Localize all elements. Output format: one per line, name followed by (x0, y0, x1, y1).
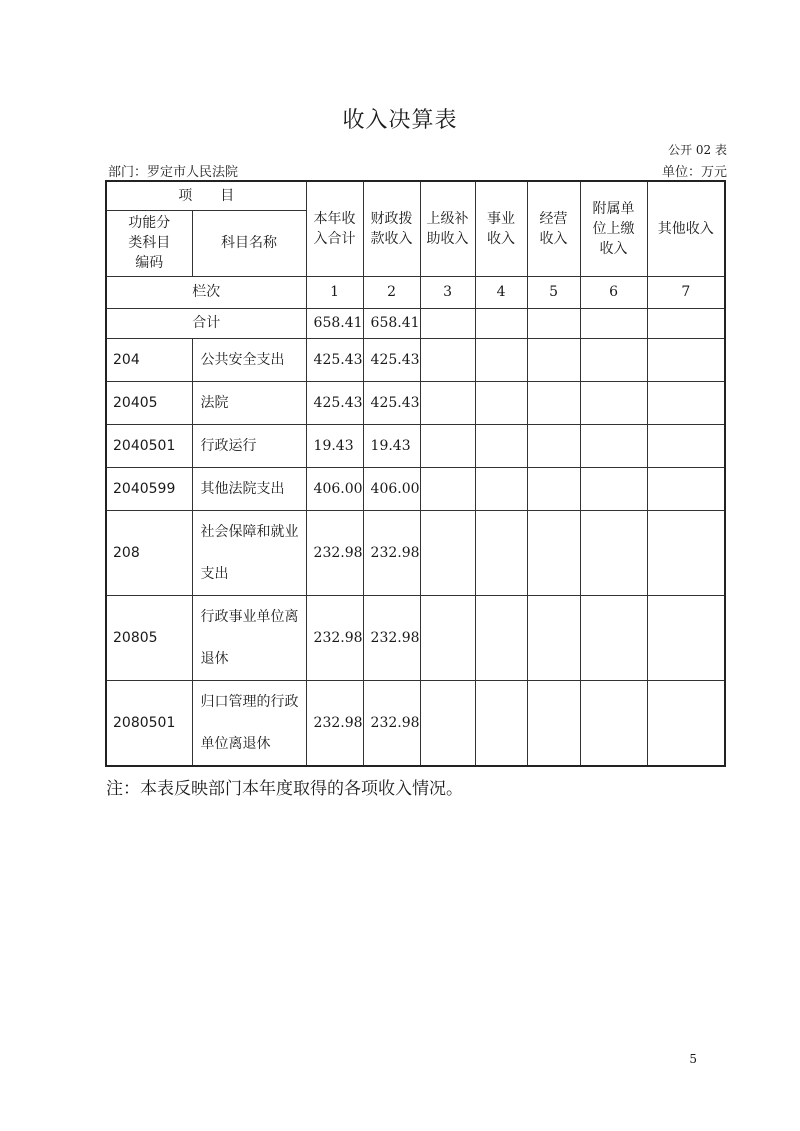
row-name: 其他法院支出 (192, 467, 306, 510)
row-fiscal: 232.98 (363, 595, 420, 680)
col-number: 1 (306, 276, 363, 308)
row-name: 公共安全支出 (192, 338, 306, 381)
subject-name-header: 科目名称 (192, 210, 306, 276)
total-row (106, 308, 725, 338)
col-superior-header: 上级补助收入 (420, 181, 475, 276)
table-row (106, 510, 725, 595)
table-row (106, 467, 725, 510)
row-code: 2080501 (106, 680, 192, 766)
row-total: 232.98 (306, 510, 363, 595)
row-name: 行政运行 (192, 424, 306, 467)
fiscal-value: 658.41 (363, 308, 420, 338)
row-fiscal: 425.43 (363, 381, 420, 424)
col-business-header: 事业收入 (475, 181, 527, 276)
row-code: 2040599 (106, 467, 192, 510)
row-index-label: 栏次 (106, 276, 306, 308)
row-code: 20805 (106, 595, 192, 680)
col-operating-header: 经营收入 (527, 181, 580, 276)
row-fiscal: 232.98 (363, 680, 420, 766)
row-name: 社会保障和就业支出 (192, 510, 306, 595)
row-total: 19.43 (306, 424, 363, 467)
unit-label: 单位：万元 (661, 165, 727, 180)
col-number: 4 (475, 276, 527, 308)
row-name: 归口管理的行政单位离退休 (192, 680, 306, 766)
row-fiscal: 425.43 (363, 338, 420, 381)
table-row (106, 338, 725, 381)
total-label: 合计 (106, 308, 306, 338)
income-table (105, 180, 726, 767)
row-fiscal: 406.00 (363, 467, 420, 510)
row-total: 425.43 (306, 381, 363, 424)
func-code-header: 功能分类科目编码 (106, 210, 192, 276)
table-row (106, 680, 725, 766)
row-name: 行政事业单位离退休 (192, 595, 306, 680)
col-number: 3 (420, 276, 475, 308)
total-value: 658.41 (306, 308, 363, 338)
row-total: 232.98 (306, 680, 363, 766)
row-fiscal: 19.43 (363, 424, 420, 467)
department-label: 部门：罗定市人民法院 (108, 165, 239, 180)
page-title: 收入决算表 (342, 108, 458, 133)
row-code: 208 (106, 510, 192, 595)
row-code: 2040501 (106, 424, 192, 467)
col-number: 6 (580, 276, 647, 308)
form-number: 公开 02 表 (668, 143, 727, 157)
row-total: 425.43 (306, 338, 363, 381)
col-fiscal-header: 财政拨款收入 (363, 181, 420, 276)
row-code: 204 (106, 338, 192, 381)
col-other-header: 其他收入 (647, 181, 725, 276)
col-affiliated-header: 附属单位上缴收入 (580, 181, 647, 276)
row-fiscal: 232.98 (363, 510, 420, 595)
col-number: 7 (647, 276, 725, 308)
row-code: 20405 (106, 381, 192, 424)
table-note: 注：本表反映部门本年度取得的各项收入情况。 (106, 779, 463, 799)
page-number: 5 (689, 1052, 697, 1066)
item-header: 项 目 (106, 181, 306, 210)
col-total-header: 本年收入合计 (306, 181, 363, 276)
row-total: 406.00 (306, 467, 363, 510)
table-row (106, 381, 725, 424)
col-number: 2 (363, 276, 420, 308)
table-row (106, 424, 725, 467)
table-row (106, 595, 725, 680)
row-total: 232.98 (306, 595, 363, 680)
row-name: 法院 (192, 381, 306, 424)
col-number: 5 (527, 276, 580, 308)
